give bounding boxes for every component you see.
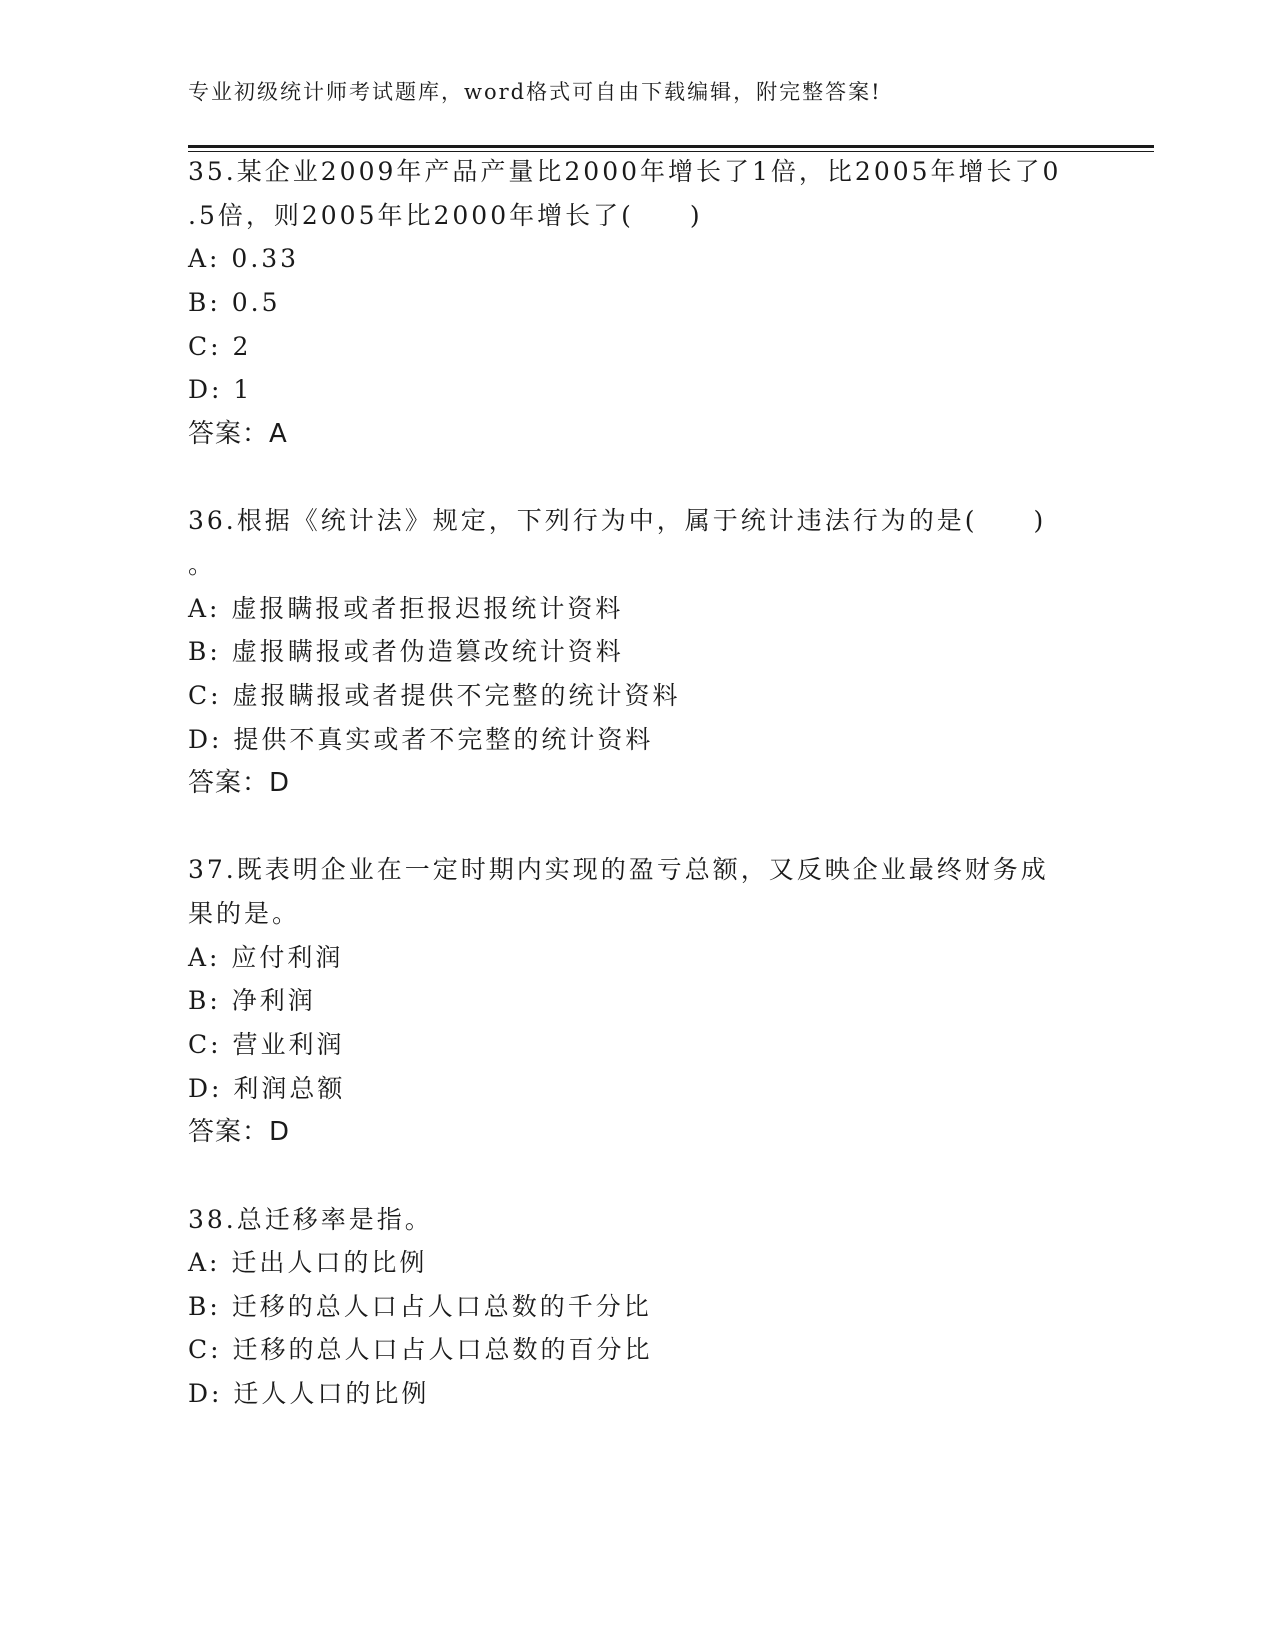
question-36-stem-line1: 36.根据《统计法》规定，下列行为中，属于统计违法行为的是( ) xyxy=(188,506,1047,535)
question-36-stem-line2: 。 xyxy=(188,550,217,579)
question-37-option-c: C: 营业利润 xyxy=(188,1030,345,1059)
question-38-option-a: A: 迁出人口的比例 xyxy=(188,1248,428,1277)
question-36-option-b: B: 虚报瞒报或者伪造篡改统计资料 xyxy=(188,637,624,666)
page-header: 专业初级统计师考试题库，word格式可自由下载编辑，附完整答案! xyxy=(188,80,882,104)
header-rule-thin xyxy=(188,151,1154,152)
question-38-option-c: C: 迁移的总人口占人口总数的百分比 xyxy=(188,1335,653,1364)
question-38-stem: 38.总迁移率是指。 xyxy=(188,1205,433,1234)
header-rule-thick xyxy=(188,145,1154,148)
question-35-answer: 答案：A xyxy=(188,419,288,449)
question-36-option-c: C: 虚报瞒报或者提供不完整的统计资料 xyxy=(188,681,681,710)
question-38-option-d: D: 迁人人口的比例 xyxy=(188,1379,430,1408)
question-35-option-a: A: 0.33 xyxy=(188,244,300,273)
question-37-option-a: A: 应付利润 xyxy=(188,943,344,972)
question-37-option-b: B: 净利润 xyxy=(188,986,316,1015)
question-36-option-a: A: 虚报瞒报或者拒报迟报统计资料 xyxy=(188,594,624,623)
question-36-option-d: D: 提供不真实或者不完整的统计资料 xyxy=(188,725,654,754)
question-37-option-d: D: 利润总额 xyxy=(188,1074,346,1103)
question-37-stem-line1: 37.既表明企业在一定时期内实现的盈亏总额，又反映企业最终财务成 xyxy=(188,855,1049,884)
question-35-option-b: B: 0.5 xyxy=(188,288,281,317)
question-35-option-d: D: 1 xyxy=(188,375,253,404)
question-36-answer: 答案：D xyxy=(188,768,291,798)
question-35-stem-line2: .5倍，则2005年比2000年增长了( ) xyxy=(188,201,703,230)
question-35-option-c: C: 2 xyxy=(188,332,252,361)
question-38-option-b: B: 迁移的总人口占人口总数的千分比 xyxy=(188,1292,652,1321)
question-35-stem-line1: 35.某企业2009年产品产量比2000年增长了1倍，比2005年增长了0 xyxy=(188,157,1062,186)
question-37-answer: 答案：D xyxy=(188,1117,291,1147)
question-37-stem-line2: 果的是。 xyxy=(188,899,301,928)
